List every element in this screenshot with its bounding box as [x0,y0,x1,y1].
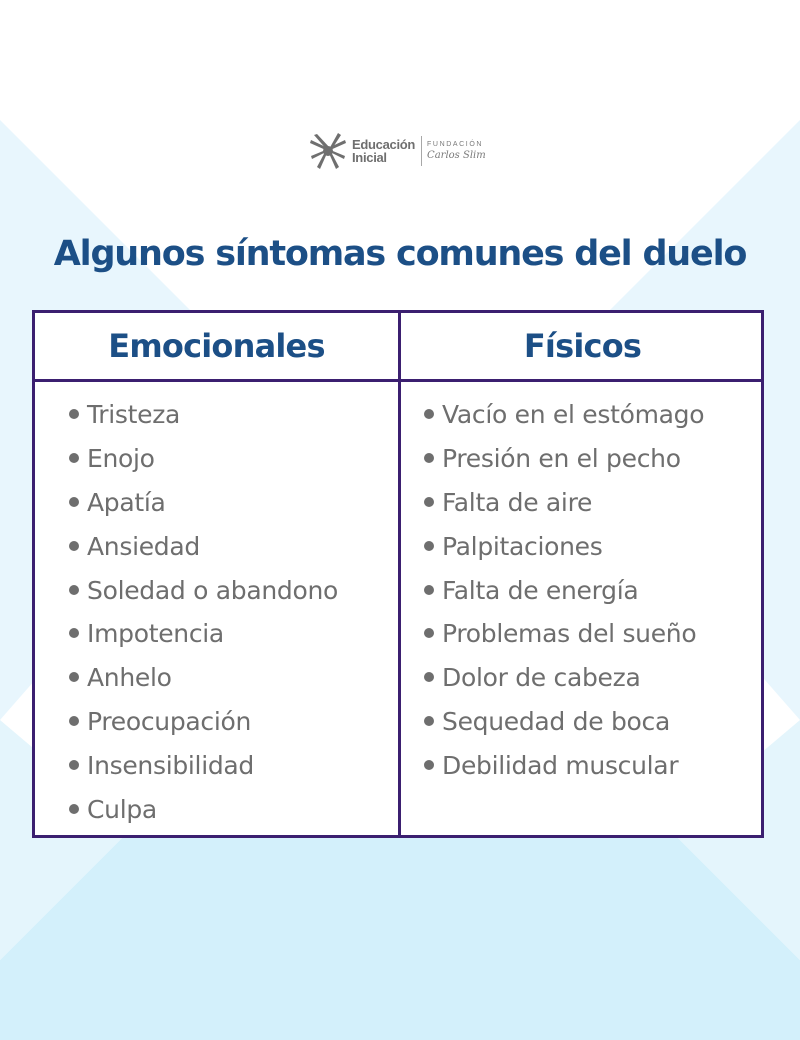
list-item: Apatía [69,481,338,525]
list-item: Vacío en el estómago [424,393,704,437]
page-title: Algunos síntomas comunes del duelo [53,234,747,274]
list-item: Culpa [69,788,338,832]
symptoms-table [32,310,764,838]
bullet-icon [424,760,434,770]
fundacion-logo [427,140,486,162]
bullet-icon [69,453,79,463]
logo-line-1: Educación [352,137,416,152]
list-item: Preocupación [69,700,338,744]
bullet-icon [69,760,79,770]
list-item: Debilidad muscular [424,744,704,788]
bullet-icon [424,453,434,463]
list-item: Tristeza [69,393,338,437]
column-header-emocionales: Emocionales [108,327,325,365]
bullet-icon [69,716,79,726]
fisicos-list [424,393,704,788]
list-item: Problemas del sueño [424,612,704,656]
list-item: Impotencia [69,612,338,656]
bullet-icon [69,409,79,419]
list-item: Anhelo [69,656,338,700]
logo-separator [421,136,422,166]
bullet-icon [424,716,434,726]
list-item: Enojo [69,437,338,481]
list-item: Falta de aire [424,481,704,525]
list-item: Presión en el pecho [424,437,704,481]
list-item: Ansiedad [69,525,338,569]
hands-icon [306,129,350,173]
header-divider [35,379,761,382]
column-header-fisicos: Físicos [523,327,642,365]
bullet-icon [424,497,434,507]
fundacion-label: FUNDACIÓN [427,141,484,148]
bullet-icon [424,672,434,682]
bullet-icon [69,541,79,551]
list-item: Palpitaciones [424,525,704,569]
bullet-icon [424,585,434,595]
logo-wordmark [352,138,415,164]
bullet-icon [69,804,79,814]
logo [306,128,496,174]
list-item: Insensibilidad [69,744,338,788]
logo-line-2: Inicial [352,150,387,165]
column-divider [398,313,401,835]
list-item: Dolor de cabeza [424,656,704,700]
emocionales-list [69,393,338,832]
list-item: Soledad o abandono [69,569,338,613]
bullet-icon [69,497,79,507]
bullet-icon [424,409,434,419]
bullet-icon [424,541,434,551]
bullet-icon [69,628,79,638]
bullet-icon [69,585,79,595]
bullet-icon [424,628,434,638]
fundacion-signature: Carlos Slim [427,150,486,161]
list-item: Sequedad de boca [424,700,704,744]
bullet-icon [69,672,79,682]
list-item: Falta de energía [424,569,704,613]
